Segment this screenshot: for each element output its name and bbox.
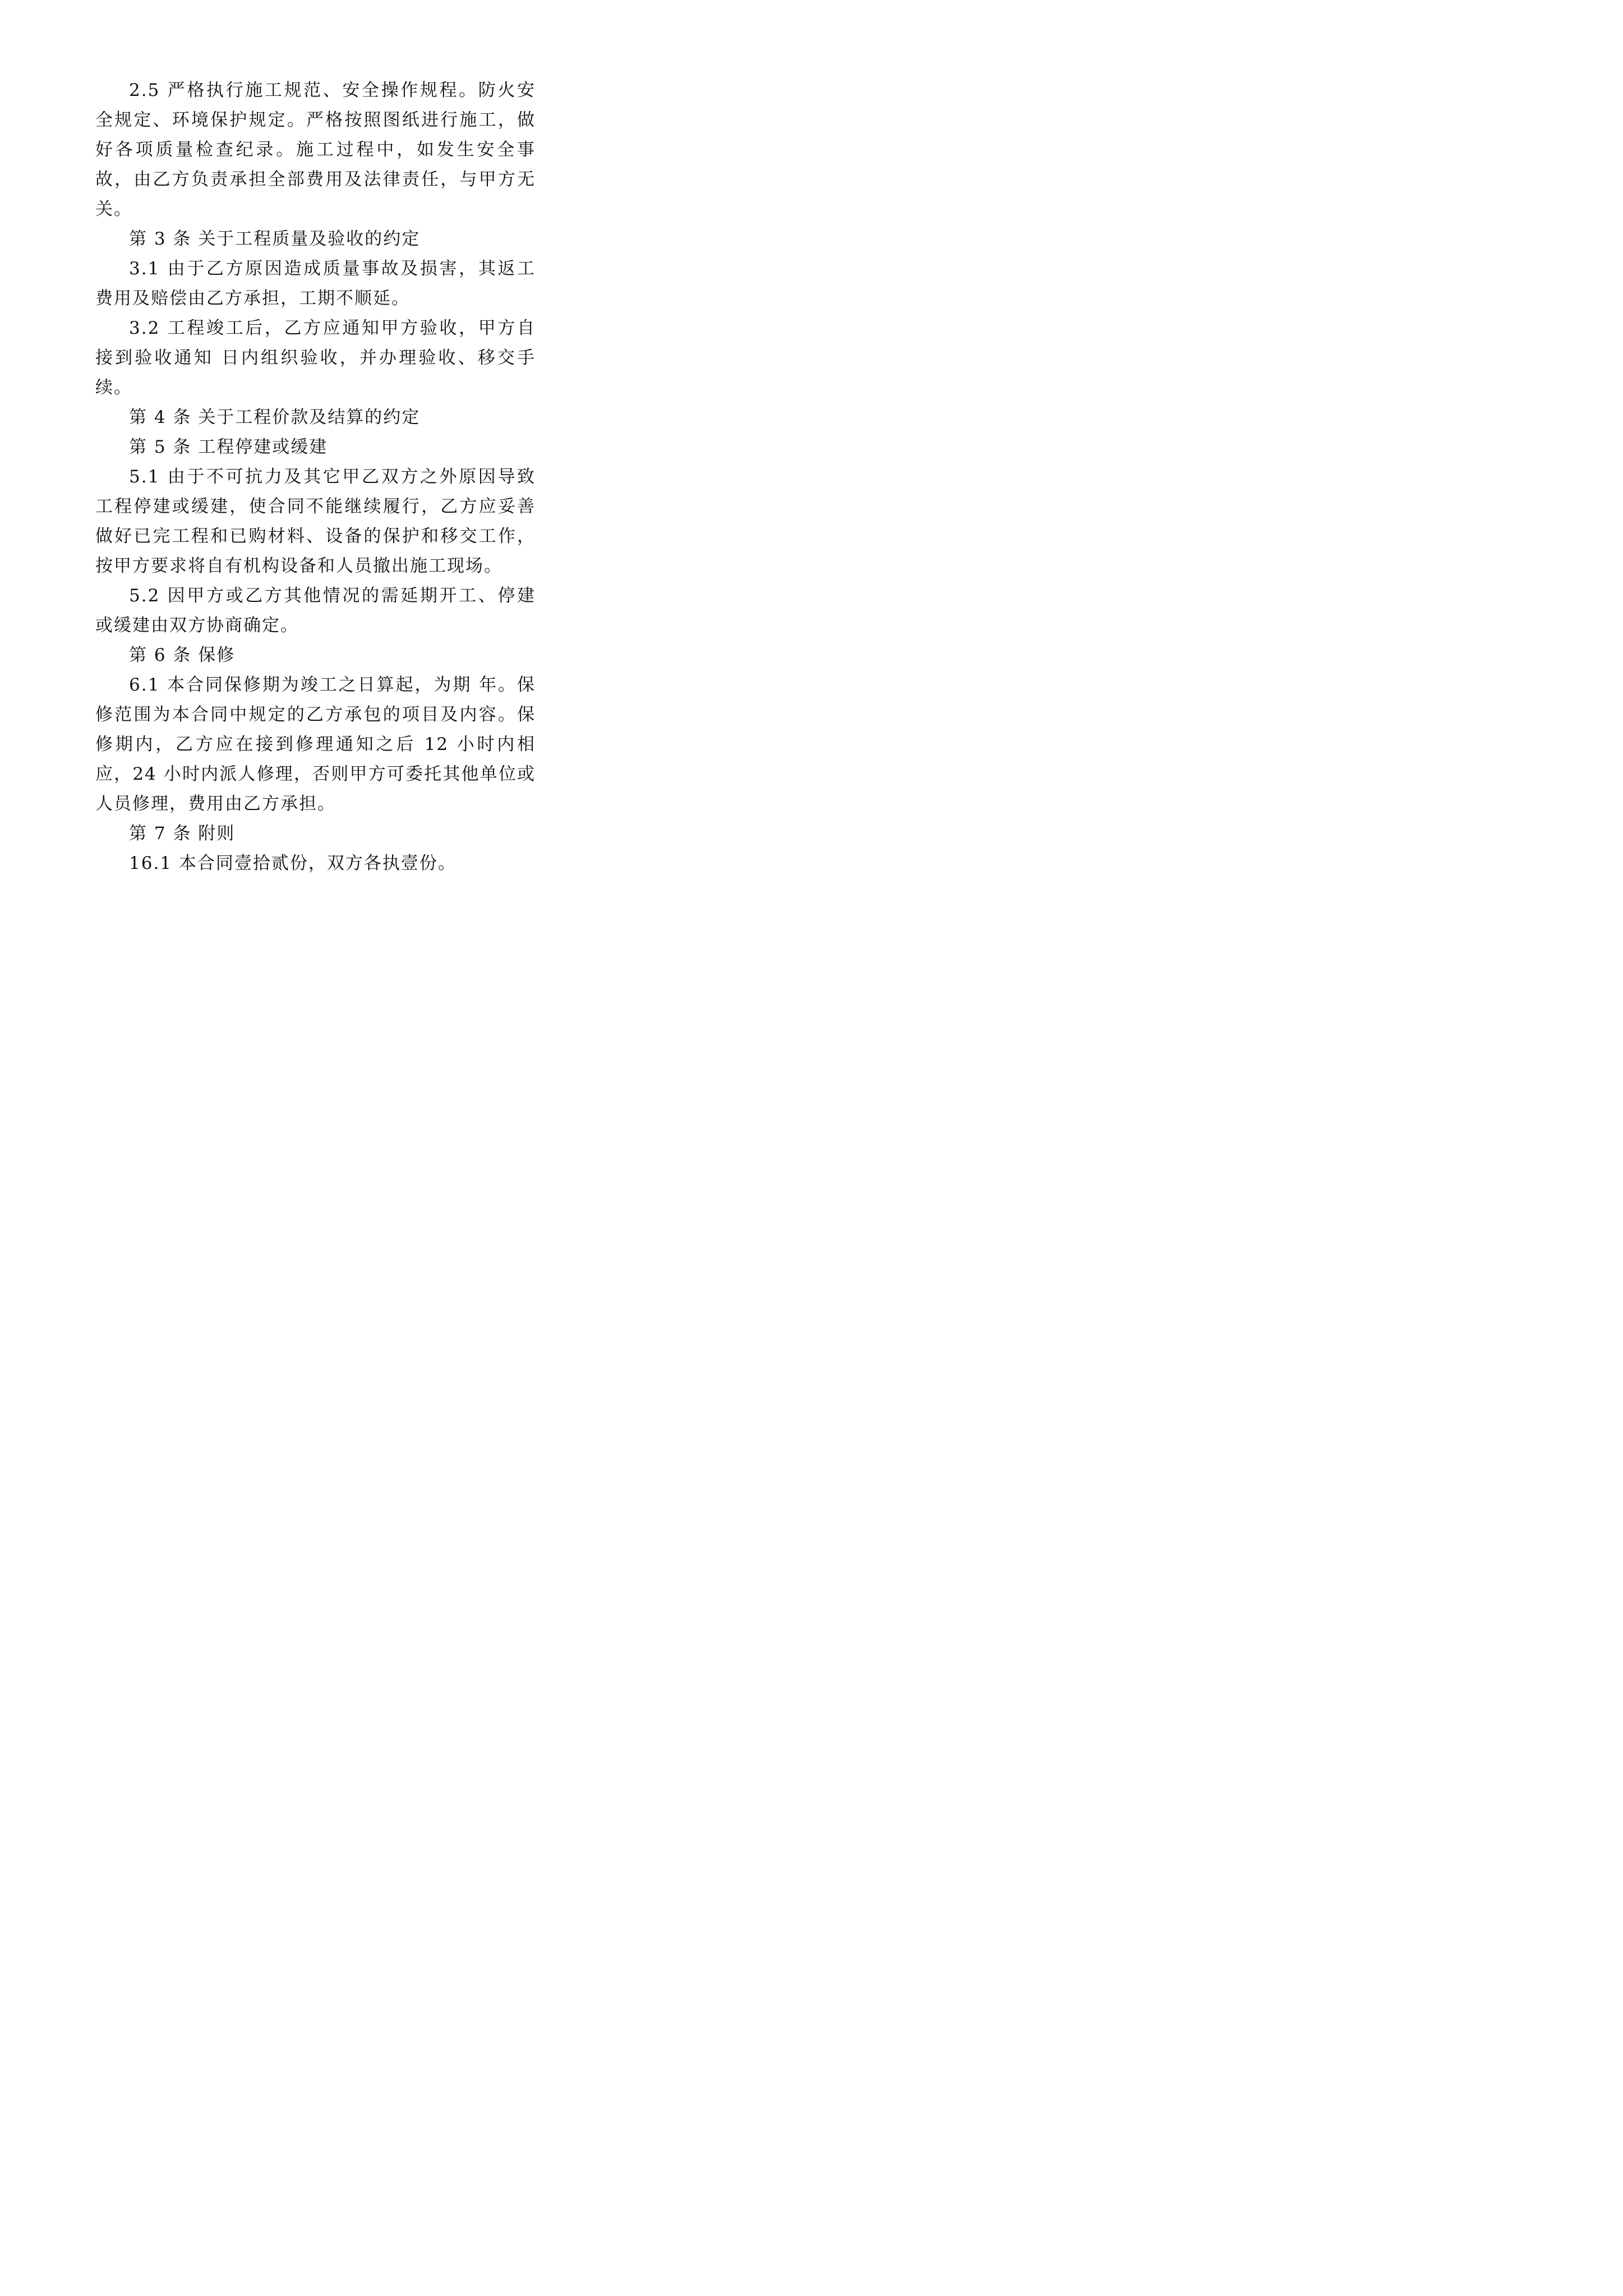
clause-5-1: 5.1 由于不可抗力及其它甲乙双方之外原因导致工程停建或缓建，使合同不能继续履行，乙方应妥善做好已完工程和已购材料、设备的保护和移交工作，按甲方要求将自有机构设备和人员撤出施工现场。	[95, 467, 536, 576]
article-6-heading: 第 6 条 保修	[129, 645, 236, 665]
document-body	[95, 76, 536, 878]
document-page	[0, 0, 617, 872]
article-4-heading: 第 4 条 关于工程价款及结算的约定	[129, 407, 421, 427]
article-7-heading: 第 7 条 附则	[129, 823, 236, 844]
article-5-heading: 第 5 条 工程停建或缓建	[129, 437, 328, 457]
clause-5-2: 5.2 因甲方或乙方其他情况的需延期开工、停建或缓建由双方协商确定。	[95, 586, 536, 636]
clause-3-2: 3.2 工程竣工后，乙方应通知甲方验收，甲方自接到验收通知 日内组织验收，并办理验收、移交手续。	[95, 318, 536, 398]
clause-2-5: 2.5 严格执行施工规范、安全操作规程。防火安全规定、环境保护规定。严格按照图纸进行施工，做好各项质量检查纪录。施工过程中，如发生安全事故，由乙方负责承担全部费用及法律责任，与甲方无关。	[95, 80, 536, 219]
clause-6-1: 6.1 本合同保修期为竣工之日算起，为期 年。保修范围为本合同中规定的乙方承包的项目及内容。保修期内，乙方应在接到修理通知之后 12 小时内相应，24 小时内派人修理，否则甲方可委托其他单位或人员修理，费用由乙方承担。	[95, 675, 536, 814]
article-3-heading: 第 3 条 关于工程质量及验收的约定	[129, 229, 421, 249]
clause-3-1: 3.1 由于乙方原因造成质量事故及损害，其返工费用及赔偿由乙方承担，工期不顺延。	[95, 259, 536, 309]
clause-16-1: 16.1 本合同壹拾贰份，双方各执壹份。	[129, 853, 457, 873]
